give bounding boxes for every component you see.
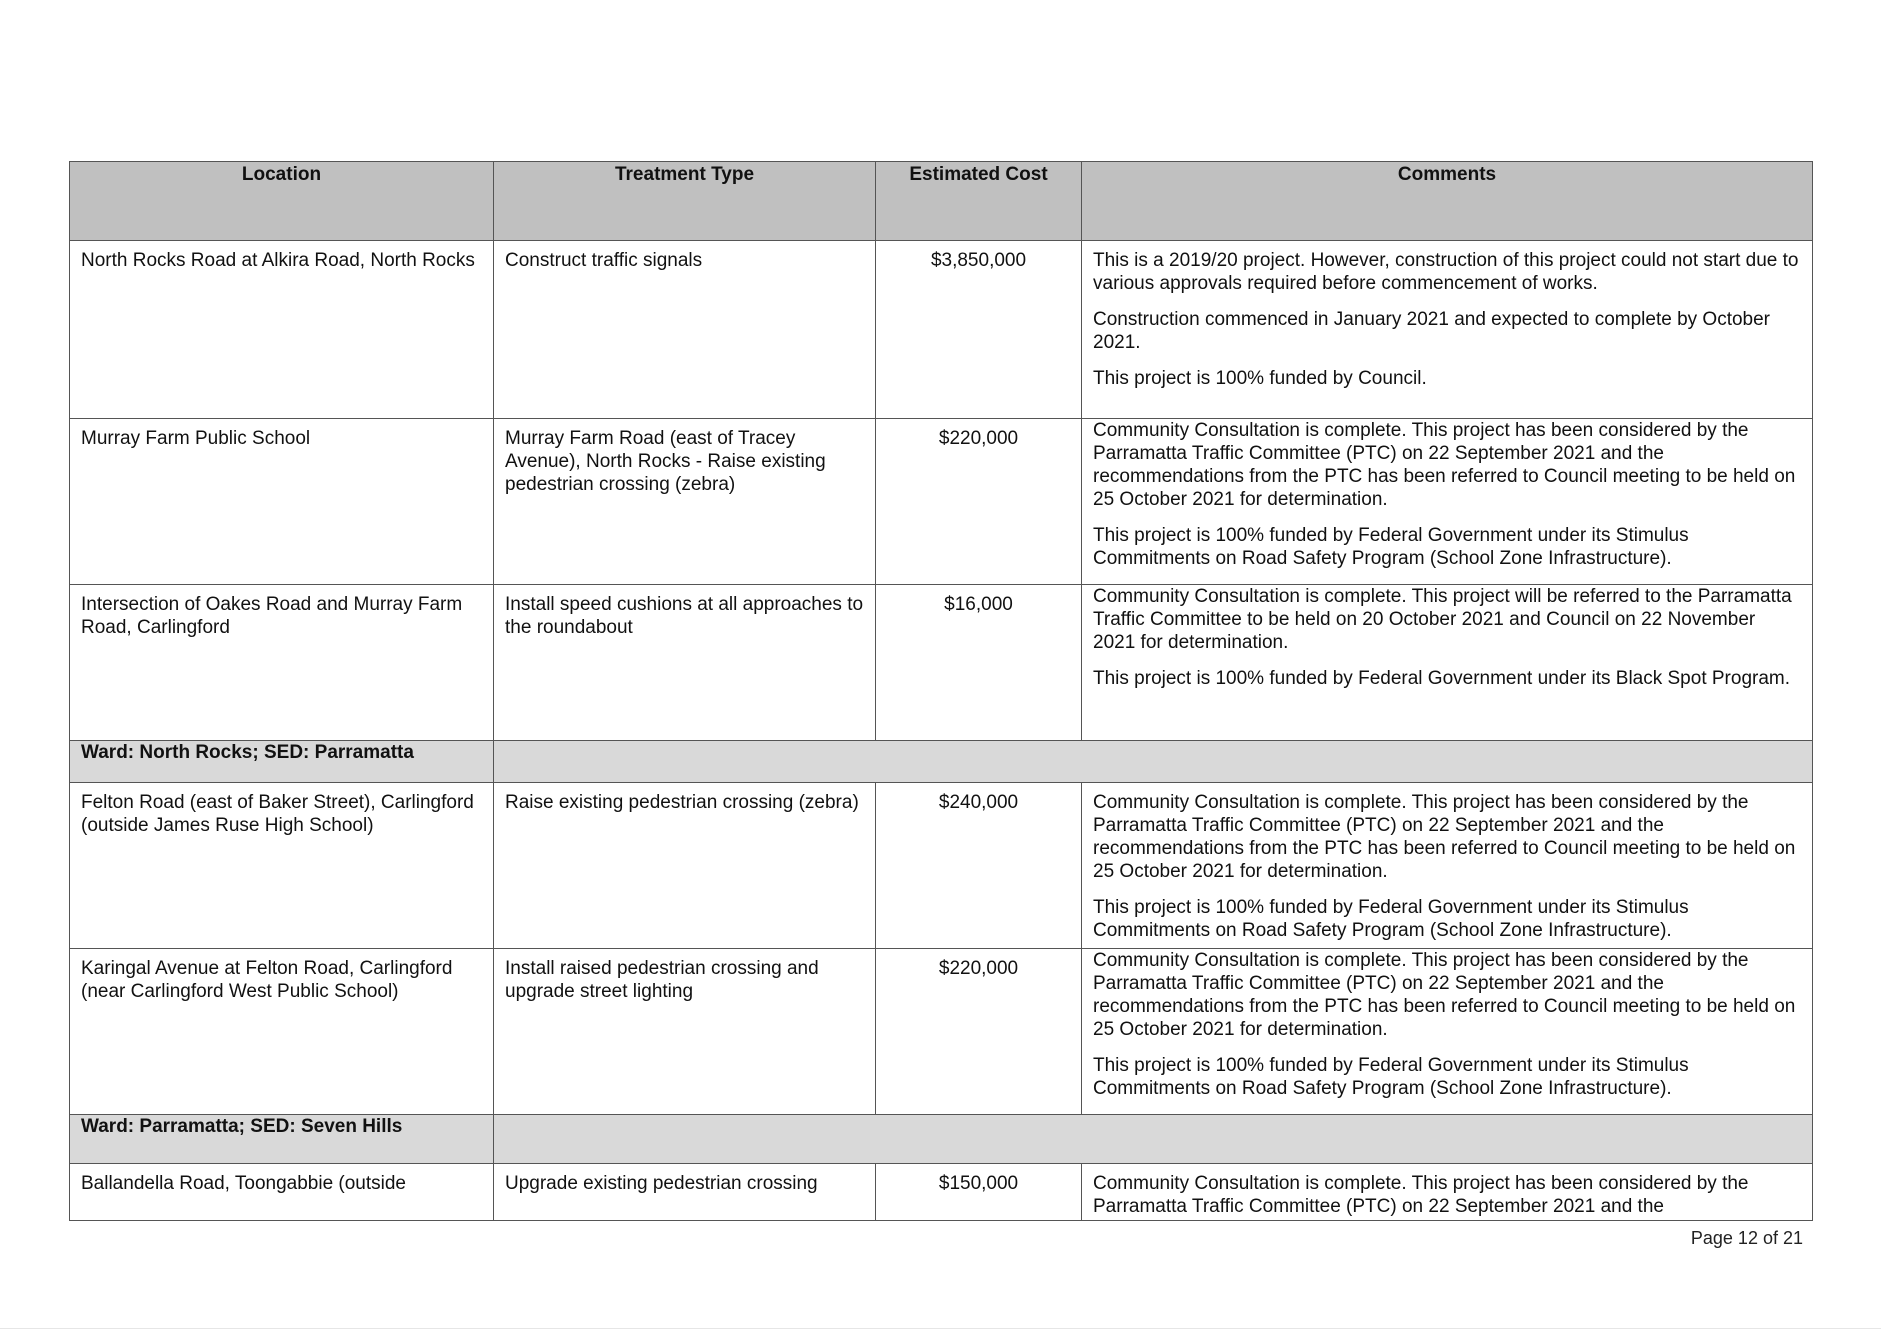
comment-paragraph: This is a 2019/20 project. However, construction of this project could not start due to various approvals required before commencement of works. xyxy=(1093,250,1799,294)
location-cell: Felton Road (east of Baker Street), Carlingford (outside James Ruse High School) xyxy=(70,783,494,949)
header-location: Location xyxy=(70,162,494,241)
table-row xyxy=(70,419,1813,585)
comments-cell xyxy=(1082,949,1813,1115)
location-cell: Karingal Avenue at Felton Road, Carlingford (near Carlingford West Public School) xyxy=(70,949,494,1115)
table-row xyxy=(70,949,1813,1115)
location-cell: Murray Farm Public School xyxy=(70,419,494,585)
header-estimated-cost: Estimated Cost xyxy=(876,162,1082,241)
cost-cell: $220,000 xyxy=(876,419,1082,585)
comments-cell xyxy=(1082,585,1813,741)
comments-cell xyxy=(1082,419,1813,585)
treatment-cell: Construct traffic signals xyxy=(494,241,876,419)
comment-paragraph: Community Consultation is complete. This project will be referred to the Parramatta Traffic Committee to be held on 20 October 2021 and Council on 22 November 2021 for determination. xyxy=(1093,586,1792,653)
comment-paragraph: Construction commenced in January 2021 and expected to complete by October 2021. xyxy=(1093,309,1770,353)
comment-paragraph: This project is 100% funded by Federal Government under its Stimulus Commitments on Road Safety Program (School Zone Infrastructure). xyxy=(1093,525,1689,569)
header-comments: Comments xyxy=(1082,162,1813,241)
comment-paragraph: This project is 100% funded by Federal Government under its Stimulus Commitments on Road Safety Program (School Zone Infrastructure). xyxy=(1093,897,1689,941)
ward-label: Ward: Parramatta; SED: Seven Hills xyxy=(70,1115,494,1164)
ward-label: Ward: North Rocks; SED: Parramatta xyxy=(70,741,494,783)
comment-paragraph: Community Consultation is complete. This project has been considered by the Parramatta Traffic Committee (PTC) on 22 September 2021 and the recommendations from the PTC has been referred to Council meeting to be held on 25 October 2021 for determination. xyxy=(1093,420,1796,510)
location-cell: North Rocks Road at Alkira Road, North Rocks xyxy=(70,241,494,419)
comment-paragraph: This project is 100% funded by Council. xyxy=(1093,368,1427,389)
comment-paragraph: Community Consultation is complete. This project has been considered by the Parramatta Traffic Committee (PTC) on 22 September 2021 and the recommendations from the PTC has been referred to Council meeting to be held on 25 October 2021 for determination. xyxy=(1093,950,1796,1040)
ward-row-fill xyxy=(494,1115,1813,1164)
comments-cell xyxy=(1082,241,1813,419)
cost-cell: $3,850,000 xyxy=(876,241,1082,419)
table-row xyxy=(70,585,1813,741)
page-number: Page 12 of 21 xyxy=(1690,1228,1803,1248)
header-treatment-type: Treatment Type xyxy=(494,162,876,241)
comments-cell xyxy=(1082,783,1813,949)
comment-paragraph: This project is 100% funded by Federal Government under its Black Spot Program. xyxy=(1093,668,1791,689)
ward-row-fill xyxy=(494,741,1813,783)
cost-cell: $16,000 xyxy=(876,585,1082,741)
treatment-cell: Install speed cushions at all approaches to the roundabout xyxy=(494,585,876,741)
cost-cell: $150,000 xyxy=(876,1164,1082,1221)
table-row xyxy=(70,783,1813,949)
cost-cell: $220,000 xyxy=(876,949,1082,1115)
header-row xyxy=(70,162,1813,241)
ward-row xyxy=(70,1115,1813,1164)
treatment-cell: Upgrade existing pedestrian crossing xyxy=(494,1164,876,1221)
location-cell: Intersection of Oakes Road and Murray Farm Road, Carlingford xyxy=(70,585,494,741)
works-table xyxy=(69,161,1813,1221)
comment-paragraph: Community Consultation is complete. This project has been considered by the Parramatta Traffic Committee (PTC) on 22 September 2021 and the xyxy=(1093,1173,1749,1217)
location-cell: Ballandella Road, Toongabbie (outside xyxy=(70,1164,494,1221)
ward-row xyxy=(70,741,1813,783)
treatment-cell: Murray Farm Road (east of Tracey Avenue), North Rocks - Raise existing pedestrian crossing (zebra) xyxy=(494,419,876,585)
comment-paragraph: Community Consultation is complete. This project has been considered by the Parramatta Traffic Committee (PTC) on 22 September 2021 and the recommendations from the PTC has been referred to Council meeting to be held on 25 October 2021 for determination. xyxy=(1093,792,1796,882)
table-row xyxy=(70,241,1813,419)
treatment-cell: Install raised pedestrian crossing and upgrade street lighting xyxy=(494,949,876,1115)
table-row xyxy=(70,1164,1813,1221)
cost-cell: $240,000 xyxy=(876,783,1082,949)
comments-cell xyxy=(1082,1164,1813,1221)
treatment-cell: Raise existing pedestrian crossing (zebra) xyxy=(494,783,876,949)
comment-paragraph: This project is 100% funded by Federal Government under its Stimulus Commitments on Road Safety Program (School Zone Infrastructure). xyxy=(1093,1055,1689,1099)
